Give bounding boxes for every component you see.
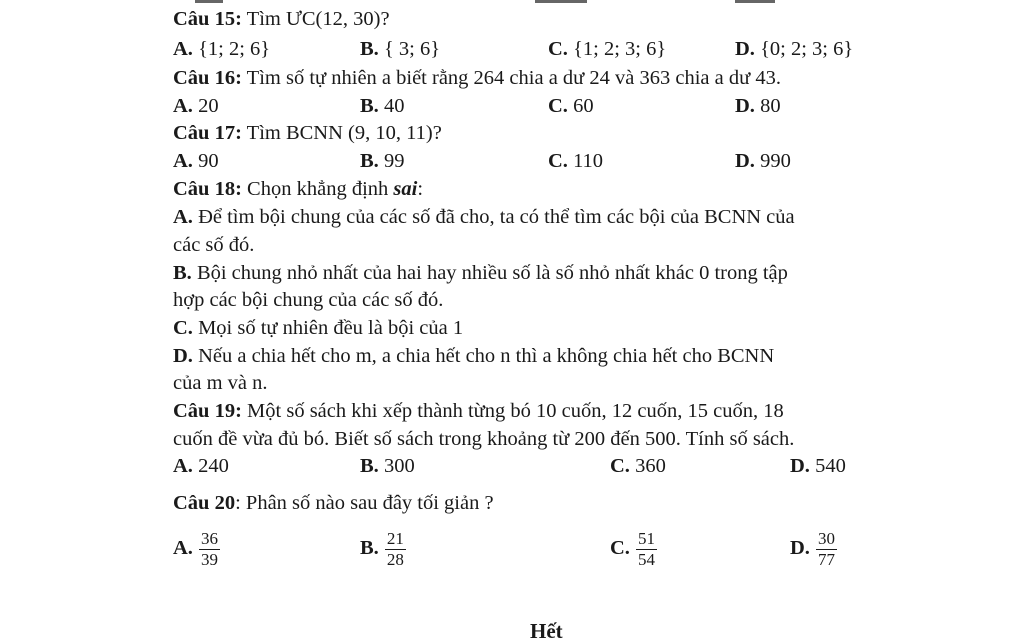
question-15 — [173, 8, 390, 30]
question-text: Một số sách khi xếp thành từng bó 10 cuốn, 12 cuốn, 15 cuốn, 18 — [241, 400, 784, 422]
question-text: Tìm số tự nhiên a biết rằng 264 chia a dư 24 và 363 chia a dư 43. — [241, 67, 781, 89]
q20-option-a: A. $\frac{36}{39}$ — [173, 529, 218, 569]
fraction: $\frac{51}{54}$ — [637, 529, 655, 569]
question-text: Tìm ƯC(12, 30)? — [241, 8, 390, 30]
q18-statement-d-cont: của m và n. — [173, 372, 268, 394]
q20-option-b: B. $\frac{21}{28}$ — [360, 529, 404, 569]
q18-statement-a: A. Để tìm bội chung của các số đã cho, ta có thể tìm các bội của BCNN của — [173, 206, 795, 228]
question-16 — [173, 67, 781, 89]
question-label: Câu 20 — [173, 492, 236, 514]
q19-option-c: C. 360 — [610, 455, 666, 477]
q17-option-b: B. 99 — [360, 150, 405, 172]
question-17 — [173, 122, 442, 144]
q15-option-a: A. {1; 2; 6} — [173, 38, 271, 60]
question-19 — [173, 400, 784, 422]
question-label: Câu 17: — [173, 122, 242, 144]
q15-option-d: D. {0; 2; 3; 6} — [735, 38, 854, 60]
question-text: : Phân số nào sau đây tối giản ? — [235, 492, 494, 514]
cropped-top-remnant — [0, 0, 1024, 4]
fraction: $\frac{30}{77}$ — [817, 529, 835, 569]
q18-statement-b: B. Bội chung nhỏ nhất của hai hay nhiều số là số nhỏ nhất khác 0 trong tập — [173, 262, 788, 284]
q15-option-c: C. {1; 2; 3; 6} — [548, 38, 667, 60]
question-label: Câu 16: — [173, 67, 242, 89]
q18-statement-a-cont: các số đó. — [173, 234, 255, 256]
q18-statement-b-cont: hợp các bội chung của các số đó. — [173, 289, 444, 311]
q18-statement-c: C. Mọi số tự nhiên đều là bội của 1 — [173, 317, 464, 339]
q16-option-b: B. 40 — [360, 95, 405, 117]
q18-statement-d: D. Nếu a chia hết cho m, a chia hết cho n thì a không chia hết cho BCNN — [173, 345, 775, 367]
fraction: $\frac{21}{28}$ — [386, 529, 404, 569]
question-text: Tìm BCNN (9, 10, 11)? — [241, 122, 442, 144]
q20-option-c: C. $\frac{51}{54}$ — [610, 529, 655, 569]
question-label: Câu 15: — [173, 8, 242, 30]
question-18: Câu 18: Chọn khẳng định sai: — [173, 178, 424, 200]
question-label: Câu 19: — [173, 400, 242, 422]
end-marker: Hết — [530, 619, 563, 643]
q19-option-d: D. 540 — [790, 455, 846, 477]
question-emphasis: sai — [393, 178, 418, 200]
q16-option-c: C. 60 — [548, 95, 594, 117]
fraction: $\frac{36}{39}$ — [200, 529, 218, 569]
q17-option-a: A. 90 — [173, 150, 219, 172]
q16-option-d: D. 80 — [735, 95, 781, 117]
question-text: Chọn khẳng định — [241, 178, 394, 200]
q16-option-a: A. 20 — [173, 95, 219, 117]
q17-option-c: C. 110 — [548, 150, 604, 172]
q19-option-a: A. 240 — [173, 455, 229, 477]
question-20 — [173, 492, 494, 514]
q20-option-d: D. $\frac{30}{77}$ — [790, 529, 835, 569]
q17-option-d: D. 990 — [735, 150, 791, 172]
q19-option-b: B. 300 — [360, 455, 415, 477]
question-label: Câu 18: — [173, 178, 242, 200]
q15-option-b: B. { 3; 6} — [360, 38, 441, 60]
question-19-cont: cuốn đề vừa đủ bó. Biết số sách trong khoảng từ 200 đến 500. Tính số sách. — [173, 428, 795, 450]
